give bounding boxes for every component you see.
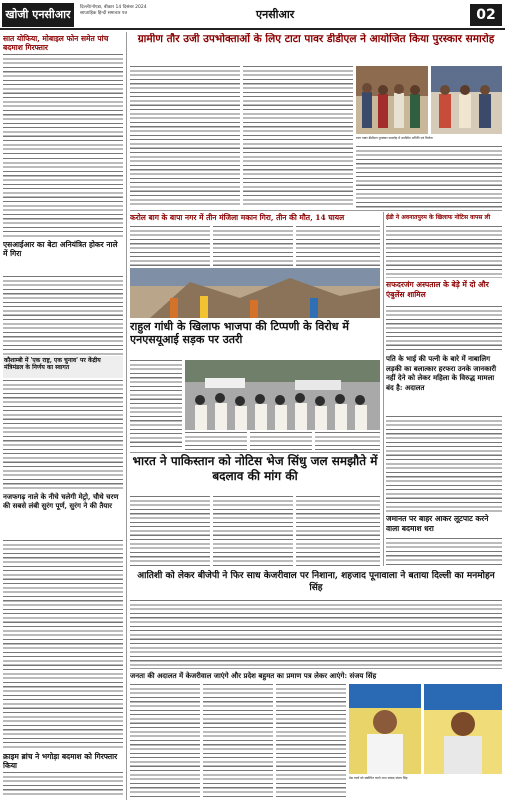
article-body bbox=[276, 684, 346, 798]
article-body bbox=[213, 226, 293, 266]
article-body bbox=[130, 496, 210, 568]
headline: जनता की अदालत में केजरीवाल जाएंगे और प्रदेश बहुमत का प्रमाण पत्र लेकर आएंगे: संजय सिंह bbox=[130, 671, 377, 680]
atishi-story bbox=[130, 570, 502, 598]
sanjay-photo bbox=[424, 684, 502, 774]
headline: पति के भाई की पत्नी के बारे में नाबालिग लड़की का बलात्कार हरफरा उनके जानकारी नहीं देने को लेकर महिला के विरुद्ध मामला बंद है: अदालत bbox=[386, 354, 497, 392]
column-divider bbox=[126, 32, 127, 800]
section-title: एनसीआर bbox=[256, 8, 295, 21]
banner-story bbox=[130, 33, 502, 63]
idi-story bbox=[386, 212, 502, 224]
article-body bbox=[130, 684, 200, 798]
dateline bbox=[80, 5, 180, 17]
article-body bbox=[3, 158, 123, 238]
article-body bbox=[386, 538, 502, 566]
headline: आतिशी को लेकर बीजेपी ने फिर साध केजरीवाल पर निशाना, शहजाद पूनावाला ने बताया दिल्ली का मनमोहन सिंह bbox=[137, 571, 495, 593]
story-left-4 bbox=[3, 492, 123, 538]
section-divider bbox=[130, 210, 502, 211]
nsui-story bbox=[130, 320, 380, 358]
brand-logo: खोजी एनसीआर bbox=[2, 3, 74, 27]
section-divider bbox=[130, 452, 380, 453]
headline: भारत ने पाकिस्तान को नोटिस भेज सिंधु जल समझौते में बदलाव की मांग की bbox=[132, 454, 378, 483]
section-divider bbox=[130, 668, 502, 669]
article-body bbox=[3, 276, 123, 356]
indus-story bbox=[130, 454, 380, 494]
headline: ईडी ने अवनातपुरम के खिलाफ नोटिस वापस ली bbox=[386, 214, 491, 221]
headline: क्राइम ब्रांच ने भगोड़ा बदमाश को गिरफ्तार किया bbox=[3, 752, 118, 770]
column-divider bbox=[383, 212, 384, 566]
masthead bbox=[0, 0, 505, 30]
article-body bbox=[296, 226, 380, 266]
article-body bbox=[130, 360, 182, 450]
event-photo bbox=[431, 66, 502, 134]
banner-headline: ग्रामीण तौर उजी उपभोक्ताओं के लिए टाटा पावर डीडीएल ने आयोजित किया पुरस्कार समारोह bbox=[137, 33, 495, 45]
article-body bbox=[203, 684, 273, 798]
article-body bbox=[243, 66, 353, 208]
headline: एसआईआर का बेटा अनियंत्रित होकर नाले में गिरा bbox=[3, 240, 118, 258]
dateline-sub: साप्ताहिक हिन्दी समाचार पत्र bbox=[80, 11, 127, 16]
headline: जमानत पर बाहर आकर लूटपाट करने वाला बदमाश धरा bbox=[386, 514, 489, 533]
photo-caption: टाटा पावर डीडीएल पुरस्कार समारोह में उपस्थित अतिथि एवं विजेता bbox=[356, 136, 433, 140]
article-body bbox=[3, 54, 123, 156]
collapse-photo bbox=[130, 268, 380, 318]
headline: सफदरजंग अस्पताल के बेड़े में दो और एंबुलेंस शामिल bbox=[386, 280, 489, 299]
article-body bbox=[315, 432, 380, 450]
page-number: 02 bbox=[470, 4, 502, 26]
event-photo bbox=[356, 66, 428, 134]
sanjay-photo bbox=[349, 684, 421, 774]
story-left-5 bbox=[3, 752, 123, 798]
article-body bbox=[250, 432, 312, 450]
headline: राहुल गांधी के खिलाफ भाजपा की टिप्पणी के विरोध में एनएसयूआई सड़क पर उतरी bbox=[130, 320, 349, 346]
article-body bbox=[386, 226, 502, 278]
article-body bbox=[3, 540, 123, 750]
article-body bbox=[130, 226, 210, 266]
pati-story bbox=[386, 354, 502, 414]
article-body bbox=[130, 600, 502, 666]
story-left-2 bbox=[3, 240, 123, 274]
story-left-3 bbox=[3, 356, 123, 378]
article-body bbox=[3, 380, 123, 490]
article-body bbox=[130, 66, 240, 208]
headline: कौशाम्बी में 'एक राष्ट्र, एक चुनाव' पर केंद्रीय मंत्रिमंडल के निर्णय का स्वागत bbox=[4, 357, 101, 371]
article-body bbox=[296, 496, 380, 568]
dateline-text: दिल्ली/नोएडा, बीकार 14 दिसंबर 2024 bbox=[80, 5, 147, 10]
headline: नजफगढ़ नाले के नीचे चलेगी मेट्रो, चौथे चरण की सबसे लंबी सुरंग पूर्ण, सुरंग ने की तैयार bbox=[3, 492, 119, 510]
janta-story bbox=[130, 670, 502, 682]
article-body bbox=[185, 432, 247, 450]
article-body bbox=[386, 306, 502, 352]
protest-photo bbox=[185, 360, 380, 430]
article-body bbox=[386, 416, 502, 512]
photo-caption: प्रेस वार्ता को संबोधित करते आप सांसद संजय सिंह bbox=[349, 776, 408, 780]
safdarjung-story bbox=[386, 280, 502, 304]
karol-story bbox=[130, 212, 380, 224]
story-left-1 bbox=[3, 34, 123, 156]
headline: सात योफिया, मोबाइल फोन समेत पांच बदमाश गिरफ्तार bbox=[3, 34, 109, 52]
headline: करोल बाग के बापा नगर में तीन मंजिला मकान गिरा, तीन की मौत, 14 घायल bbox=[130, 213, 345, 222]
article-body bbox=[3, 772, 123, 798]
jamanat-story bbox=[386, 514, 502, 536]
article-body bbox=[213, 496, 293, 568]
article-body bbox=[356, 146, 502, 208]
